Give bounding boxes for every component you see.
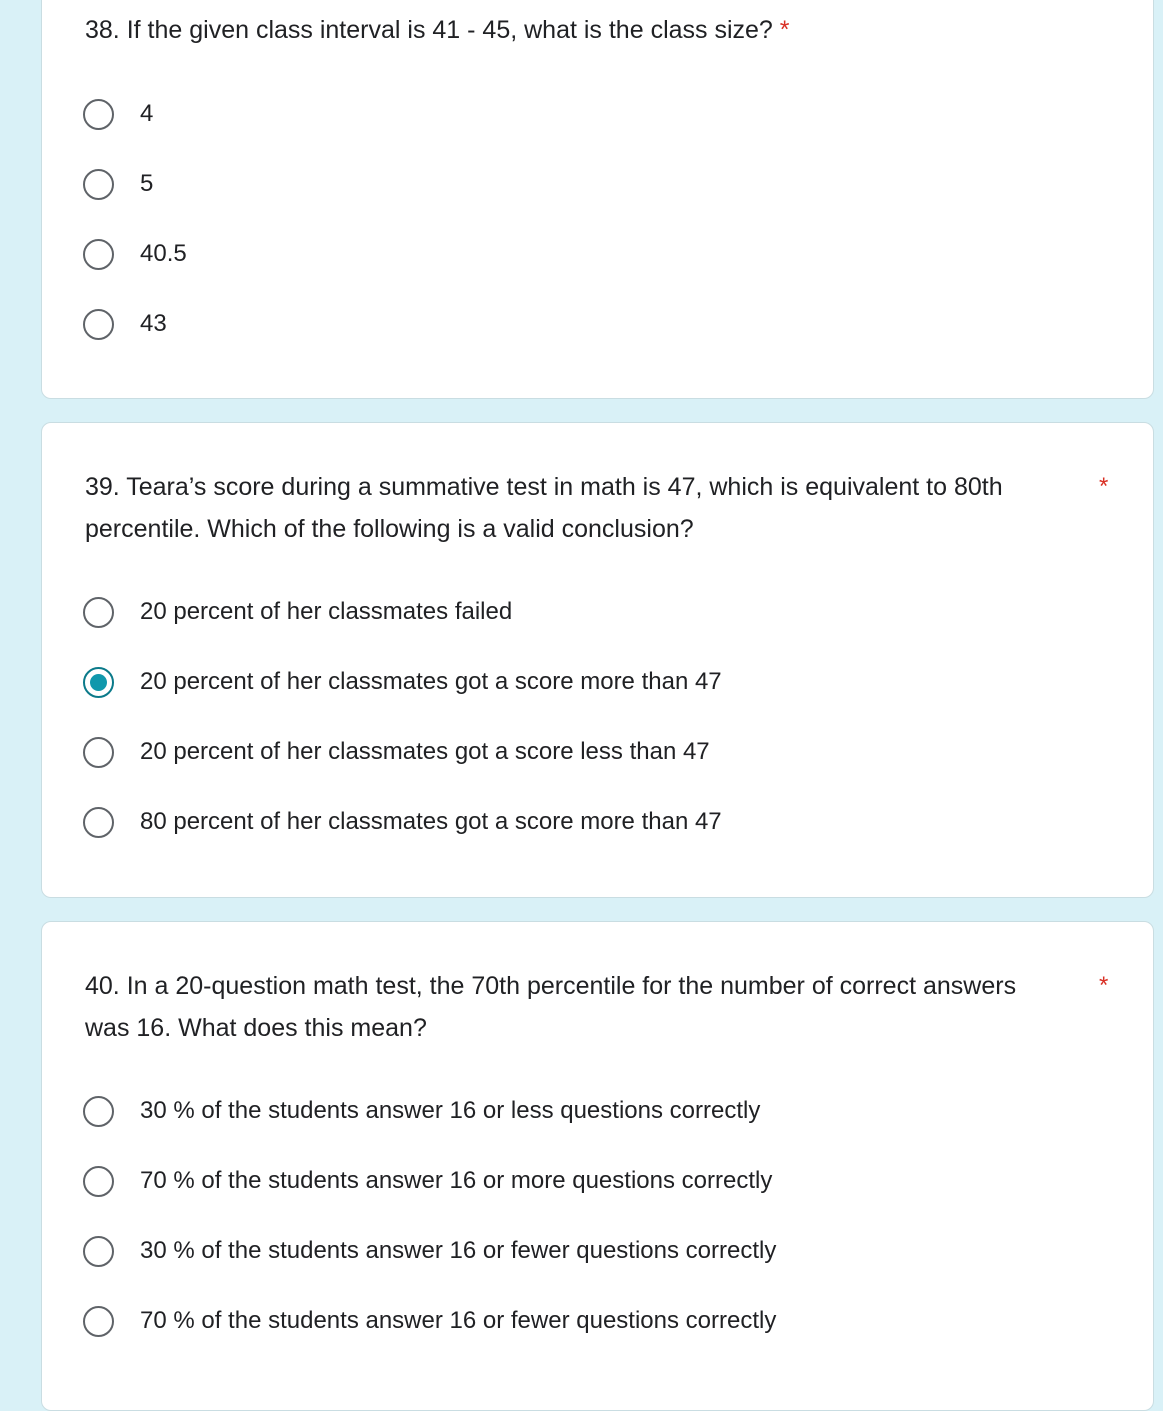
radio-button[interactable] [83, 99, 114, 130]
option-label: 20 percent of her classmates failed [140, 598, 513, 625]
option-5[interactable] [83, 164, 153, 204]
radio-button[interactable] [83, 1096, 114, 1127]
option-label: 20 percent of her classmates got a score more than 47 [140, 668, 722, 695]
option-30-fewer[interactable] [83, 1231, 776, 1271]
option-70-fewer[interactable] [83, 1301, 776, 1341]
radio-button[interactable] [83, 807, 114, 838]
required-asterisk: * [1099, 972, 1109, 999]
required-asterisk: * [779, 16, 790, 44]
radio-button[interactable] [83, 597, 114, 628]
option-30-less[interactable] [83, 1091, 760, 1131]
option-label: 4 [140, 100, 154, 127]
option-40-5[interactable] [83, 234, 187, 274]
option-4[interactable] [83, 94, 153, 134]
option-label: 30 % of the students answer 16 or fewer questions correctly [140, 1237, 777, 1264]
option-label: 43 [140, 310, 167, 337]
option-label: 70 % of the students answer 16 or fewer questions correctly [140, 1307, 777, 1334]
question-card-38 [41, 0, 1154, 399]
question-card-40 [41, 921, 1154, 1411]
radio-button[interactable] [83, 309, 114, 340]
radio-button[interactable] [83, 1306, 114, 1337]
required-asterisk: * [1099, 473, 1109, 500]
option-80-more-than-47[interactable] [83, 802, 722, 842]
radio-button[interactable] [83, 737, 114, 768]
question-title: 40. In a 20-question math test, the 70th percentile for the number of correct answers was 16. What does this mean? [85, 972, 1017, 1042]
option-20-less-than-47[interactable] [83, 732, 710, 772]
option-43[interactable] [83, 304, 167, 344]
option-label: 40.5 [140, 240, 187, 267]
option-label: 30 % of the students answer 16 or less questions correctly [140, 1097, 761, 1124]
question-card-39 [41, 422, 1154, 898]
question-title [85, 9, 790, 51]
option-label: 20 percent of her classmates got a score less than 47 [140, 738, 710, 765]
radio-button[interactable] [83, 1236, 114, 1267]
radio-button[interactable] [83, 169, 114, 200]
question-text: 38. If the given class interval is 41 - 45, what is the class size? [85, 16, 773, 44]
option-label: 80 percent of her classmates got a score more than 47 [140, 808, 722, 835]
option-failed[interactable] [83, 592, 512, 632]
option-label: 5 [140, 170, 154, 197]
option-20-more-than-47[interactable] [83, 662, 722, 702]
radio-button-selected[interactable] [83, 667, 114, 698]
option-70-more[interactable] [83, 1161, 772, 1201]
question-title: 39. Teara’s score during a summative test in math is 47, which is equivalent to 80th percentile. Which of the following is a valid conclusion? [85, 473, 1003, 543]
radio-button[interactable] [83, 239, 114, 270]
radio-button[interactable] [83, 1166, 114, 1197]
option-label: 70 % of the students answer 16 or more questions correctly [140, 1167, 773, 1194]
